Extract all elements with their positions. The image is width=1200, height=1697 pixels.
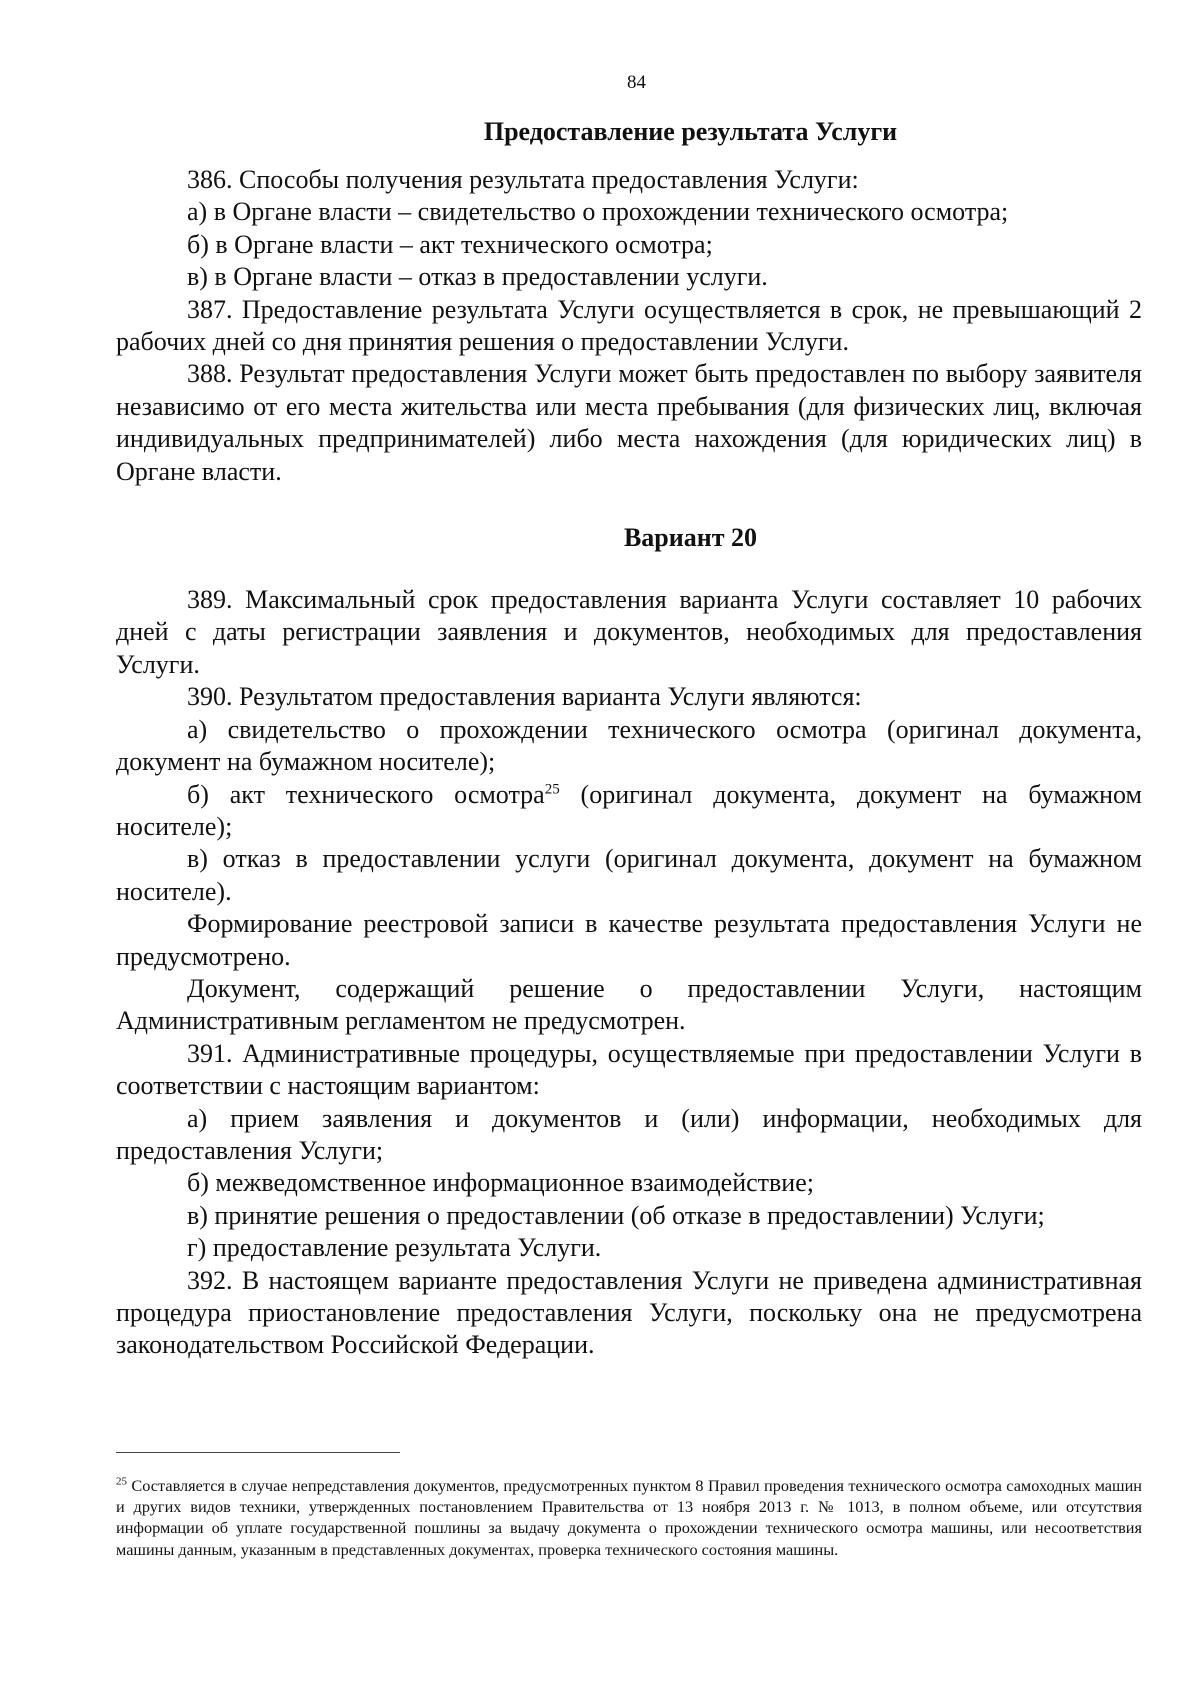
section-heading-result: Предоставление результата Услуги <box>483 117 898 146</box>
paragraph-389: 389. Максимальный срок предоставления варианта Услуги составляет 10 рабочих дней с даты регистрации заявления и документов, необходимых для предоставления Услуги. <box>116 585 1142 679</box>
paragraph-390-a: а) свидетельство о прохождении технического осмотра (оригинал документа, документ на бумажном носителе); <box>116 714 1142 777</box>
paragraph-392: 392. В настоящем варианте предоставления Услуги не приведена административная процедура приостановление предоставления Услуги, поскольку она не предусмотрена законодательством Российской Федерации. <box>116 1265 1142 1360</box>
paragraph-386-a: а) в Органе власти – свидетельство о прохождении технического осмотра; <box>187 197 1009 227</box>
paragraph-390-v: в) отказ в предоставлении услуги (оригинал документа, документ на бумажном носителе). <box>116 844 1142 906</box>
paragraph-391-v: в) принятие решения о предоставлении (об отказе в предоставлении) Услуги; <box>187 1200 1045 1230</box>
paragraph-388: 388. Результат предоставления Услуги может быть предоставлен по выбору заявителя независимо от его места жительства или места пребывания (для физических лиц, включая индивидуальных предпринимателей) либо места нахождения (для юридических лиц) в Органе власти. <box>116 359 1142 486</box>
paragraph-decision-document: Документ, содержащий решение о предоставлении Услуги, настоящим Административным регламентом не предусмотрен. <box>116 973 1142 1036</box>
paragraph-391-g: г) предоставление результата Услуги. <box>187 1233 602 1263</box>
section-heading-variant: Вариант 20 <box>623 523 758 553</box>
paragraph-390-b <box>116 779 1142 844</box>
paragraph-386-b: б) в Органе власти – акт технического осмотра; <box>187 229 713 259</box>
paragraph-390-b-text-rest: (оригинал документа, документ на бумажном носителе); <box>116 779 1142 841</box>
footnote-divider <box>116 1452 400 1453</box>
paragraph-registry-record: Формирование реестровой записи в качестве результата предоставления Услуги не предусмотрено. <box>116 909 1142 971</box>
footnote-number: 25 <box>116 1475 127 1488</box>
paragraph-390-b-text: б) акт технического осмотра <box>187 779 545 809</box>
paragraph-391-b: б) межведомственное информационное взаимодействие; <box>187 1168 814 1198</box>
paragraph-391: 391. Административные процедуры, осуществляемые при предоставлении Услуги в соответствии с настоящим вариантом: <box>116 1038 1142 1101</box>
paragraph-386: 386. Способы получения результата предоставления Услуги: <box>187 165 859 194</box>
footnote-text: Составляется в случае непредставления документов, предусмотренных пунктом 8 Правил проведения технического осмотра самоходных машин и других видов техники, утвержденных постановлением Правительства от 13 ноября 2013 г. № 1013, в полном объеме, или отсутствия информации об уплате государственной пошлины за выдачу документа о прохождении технического осмотра машины, или несоответствия машины данным, указанным в представленных документах, проверка технического состояния машины. <box>116 1476 1142 1559</box>
document-body <box>116 116 1142 1362</box>
paragraph-387: 387. Предоставление результата Услуги осуществляется в срок, не превышающий 2 рабочих дней со дня принятия решения о предоставлении Услуги. <box>116 294 1142 357</box>
footnote-reference[interactable]: 25 <box>544 780 560 797</box>
paragraph-390: 390. Результатом предоставления варианта Услуги являются: <box>187 682 862 712</box>
page-number: 84 <box>627 72 646 93</box>
paragraph-391-a: а) прием заявления и документов и (или) информации, необходимых для предоставления Услуги; <box>116 1103 1142 1165</box>
footnote <box>116 1475 1142 1560</box>
paragraph-386-v: в) в Органе власти – отказ в предоставлении услуги. <box>187 262 768 292</box>
